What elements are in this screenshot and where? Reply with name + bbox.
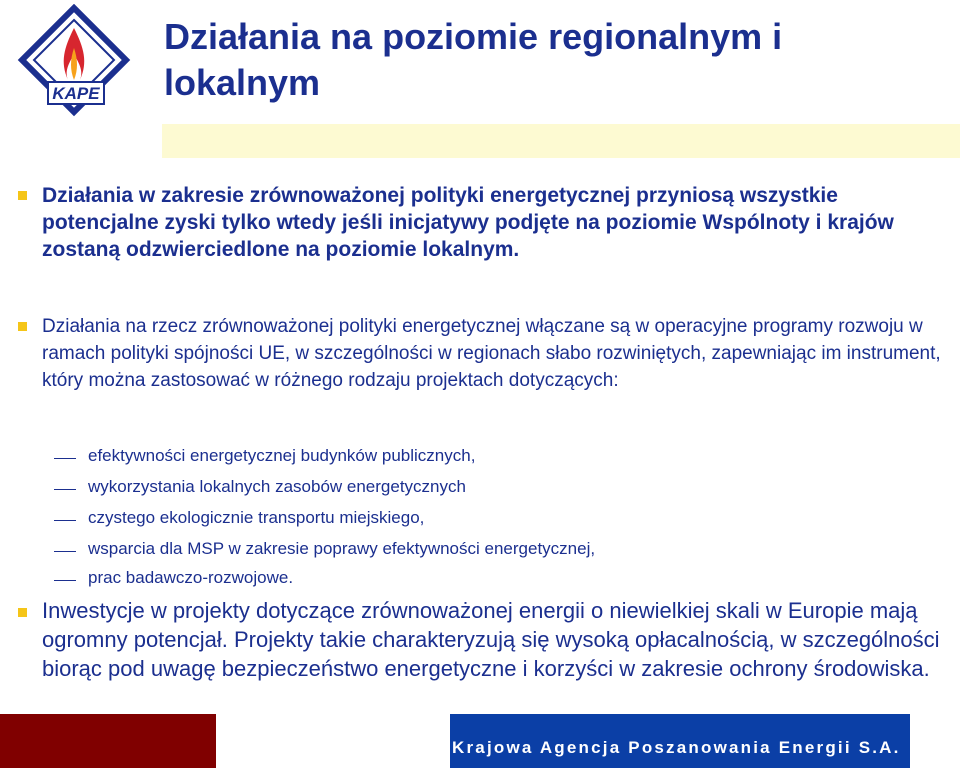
page-title: Działania na poziomie regionalnym i lokalnym	[164, 16, 783, 103]
dash-icon	[54, 520, 76, 521]
dash-icon	[54, 580, 76, 581]
title-underline-bar	[162, 124, 960, 158]
paragraph-3: Inwestycje w projekty dotyczące zrównoważonej energii o niewielkiej skali w Europie mają ogromny potencjał. Projekty takie charakteryzują się wysoką opłacalnością, w szczególności biorąc pod uwagę bezpieczeństwo energetyczne i korzyści w zakresie ochrony środowiska.	[42, 598, 940, 681]
dash-icon	[54, 458, 76, 459]
logo-flame-icon	[64, 28, 85, 80]
subitem: wykorzystania lokalnych zasobów energetycznych	[88, 477, 466, 496]
bullet-icon	[18, 608, 27, 617]
subitem: prac badawczo-rozwojowe.	[88, 568, 294, 587]
bullet-icon	[18, 322, 27, 331]
subitem: czystego ekologicznie transportu miejskiego,	[88, 508, 425, 527]
dash-icon	[54, 489, 76, 490]
kape-logo	[14, 4, 134, 122]
paragraph-1: Działania w zakresie zrównoważonej polityki energetycznej przyniosą wszystkie potencjalne zyski tylko wtedy jeśli inicjatywy podjęte na poziomie Wspólnoty i krajów zostaną odzwierciedlone na poziomie lokalnym.	[42, 184, 894, 261]
logo-text: KAPE	[52, 84, 100, 103]
footer-org-name: Krajowa Agencja Poszanowania Energii S.A.	[450, 714, 910, 768]
subitem: efektywności energetycznej budynków publicznych,	[88, 446, 476, 465]
dash-icon	[54, 551, 76, 552]
paragraph-2: Działania na rzecz zrównoważonej polityki energetycznej włączane są w operacyjne programy rozwoju w ramach polityki spójności UE, w szczególności w regionach słabo rozwiniętych, zapewniając im instrument, który można zastosować w różnego rodzaju projektach dotyczących:	[42, 316, 941, 391]
footer-accent-block	[0, 714, 216, 768]
subitem: wsparcia dla MSP w zakresie poprawy efektywności energetycznej,	[88, 539, 596, 558]
bullet-icon	[18, 191, 27, 200]
